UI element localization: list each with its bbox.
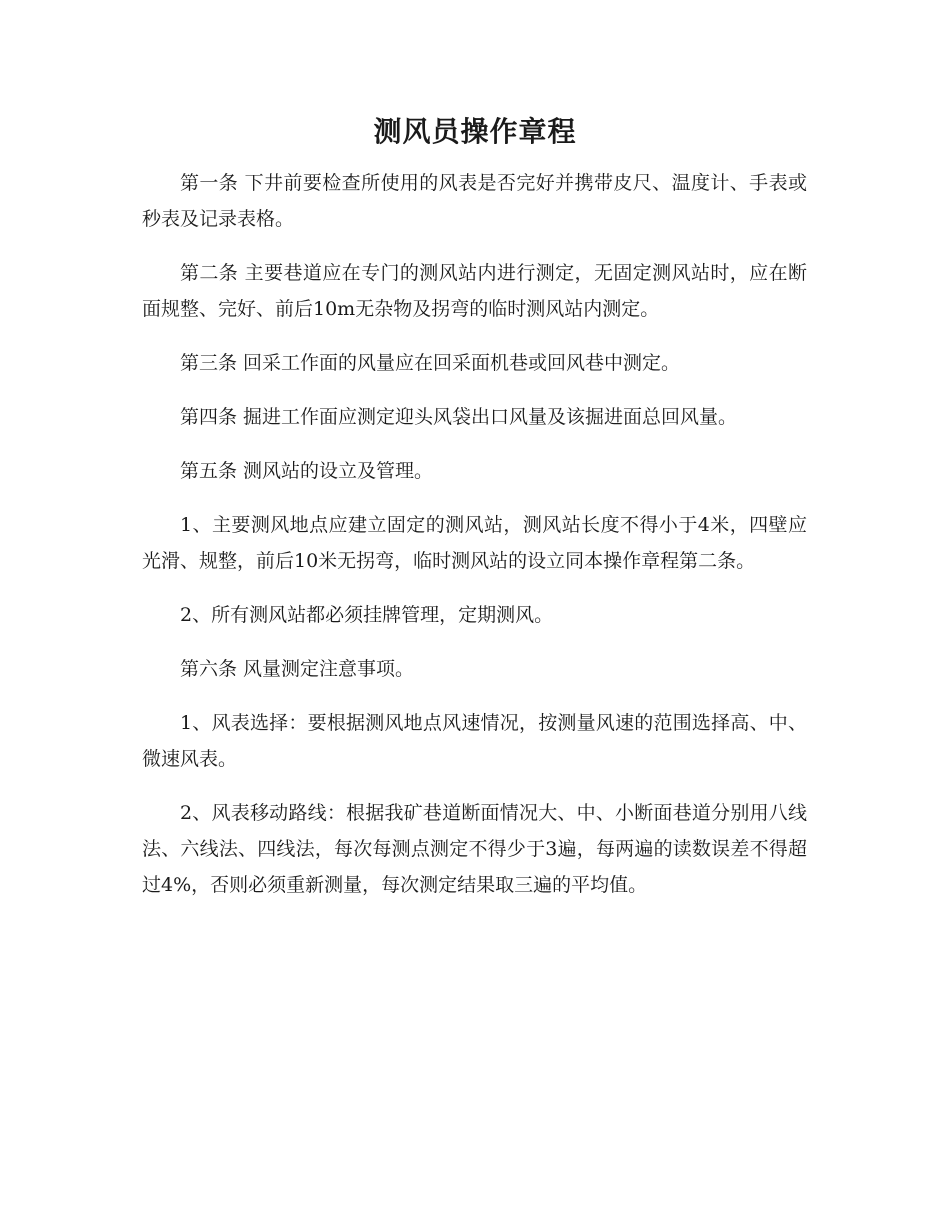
paragraph-article-6-item-1: 1、风表选择：要根据测风地点风速情况，按测量风速的范围选择高、中、微速风表。 — [142, 712, 807, 770]
document-body — [142, 165, 807, 921]
paragraph-article-6: 第六条 风量测定注意事项。 — [180, 658, 415, 680]
paragraph-article-6-item-2: 2、风表移动路线：根据我矿巷道断面情况大、中、小断面巷道分别用八线法、六线法、四线法，每次每测点测定不得少于3遍，每两遍的读数误差不得超过4%，否则必须重新测量，每次测定结果取三遍的平均值。 — [142, 802, 807, 896]
paragraph-article-5-item-2: 2、所有测风站都必须挂牌管理，定期测风。 — [180, 604, 554, 626]
paragraph-article-2: 第二条 主要巷道应在专门的测风站内进行测定，无固定测风站时，应在断面规整、完好、前后10m无杂物及拐弯的临时测风站内测定。 — [142, 262, 807, 320]
paragraph-article-4: 第四条 掘进工作面应测定迎头风袋出口风量及该掘进面总回风量。 — [180, 406, 738, 428]
paragraph-article-5-item-1: 1、主要测风地点应建立固定的测风站，测风站长度不得小于4米，四壁应光滑、规整，前后10米无拐弯，临时测风站的设立同本操作章程第二条。 — [142, 514, 807, 572]
paragraph-article-3: 第三条 回采工作面的风量应在回采面机巷或回风巷中测定。 — [180, 352, 681, 374]
paragraph-article-1: 第一条 下井前要检查所使用的风表是否完好并携带皮尺、温度计、手表或秒表及记录表格。 — [142, 172, 807, 230]
paragraph-article-5: 第五条 测风站的设立及管理。 — [180, 460, 434, 482]
document-title: 测风员操作章程 — [373, 115, 577, 148]
